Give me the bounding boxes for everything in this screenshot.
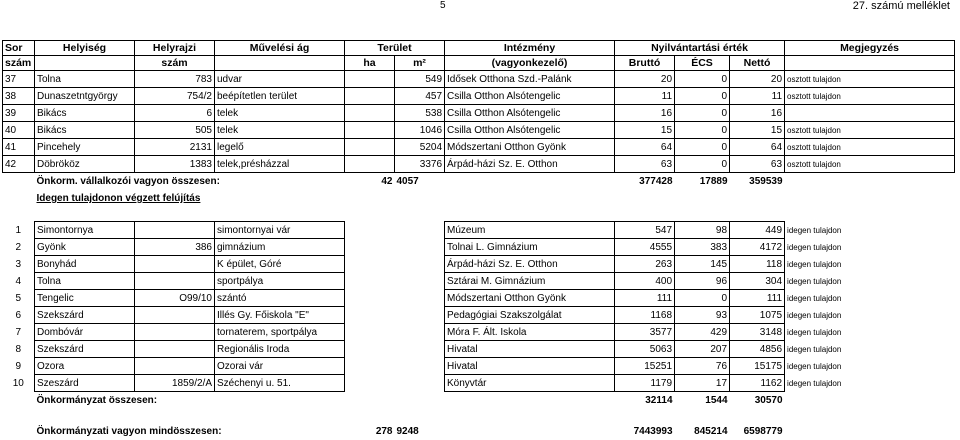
row-parcel-number	[135, 256, 215, 273]
summary-a-m2: 4057	[395, 173, 445, 191]
row-location: Tengelic	[35, 290, 135, 307]
row-number: 8	[3, 341, 35, 358]
row-institution: Tolnai L. Gimnázium	[445, 239, 615, 256]
row-note: idegen tulajdon	[785, 256, 955, 273]
row-net: 111	[730, 290, 785, 307]
row-depreciation: 429	[675, 324, 730, 341]
table-row	[3, 256, 955, 273]
col-m2: m²	[395, 56, 445, 71]
summary-a-ha: 42	[345, 173, 395, 191]
row-area-m2: 538	[395, 105, 445, 122]
row-number: 38	[3, 88, 35, 105]
col-muvelesi: Művelési ág	[215, 41, 345, 56]
col-sor: Sor	[3, 41, 35, 56]
row-institution: Idősek Otthona Szd.-Palánk	[445, 71, 615, 88]
row-net: 3148	[730, 324, 785, 341]
row-gross: 1168	[615, 307, 675, 324]
section-a-rows	[3, 71, 955, 173]
row-cultivation: Ozorai vár	[215, 358, 345, 375]
row-institution: Hivatal	[445, 358, 615, 375]
row-net: 449	[730, 222, 785, 239]
row-number: 9	[3, 358, 35, 375]
row-cultivation: szántó	[215, 290, 345, 307]
row-gross: 15251	[615, 358, 675, 375]
row-number: 5	[3, 290, 35, 307]
row-area-ha	[345, 341, 395, 358]
row-note: osztott tulajdon	[785, 71, 955, 88]
row-parcel-number	[135, 324, 215, 341]
row-gross: 111	[615, 290, 675, 307]
row-cultivation: K épület, Góré	[215, 256, 345, 273]
row-net: 4856	[730, 341, 785, 358]
row-note: idegen tulajdon	[785, 290, 955, 307]
row-location: Szeszárd	[35, 375, 135, 392]
col-helyiseg: Helyiség	[35, 41, 135, 56]
summary-b-netto: 30570	[730, 392, 785, 410]
row-depreciation: 0	[675, 139, 730, 156]
table-header	[3, 41, 955, 71]
row-area-ha	[345, 324, 395, 341]
row-gross: 5063	[615, 341, 675, 358]
row-location: Tolna	[35, 71, 135, 88]
row-depreciation: 93	[675, 307, 730, 324]
col-szam: szám	[3, 56, 35, 71]
summary-b-brutto: 32114	[615, 392, 675, 410]
row-area-ha	[345, 290, 395, 307]
row-number: 2	[3, 239, 35, 256]
row-note: idegen tulajdon	[785, 375, 955, 392]
row-number: 1	[3, 222, 35, 239]
row-cultivation: sportpálya	[215, 273, 345, 290]
row-location: Szekszárd	[35, 341, 135, 358]
row-note: idegen tulajdon	[785, 273, 955, 290]
row-net: 63	[730, 156, 785, 173]
row-area-m2	[395, 239, 445, 256]
row-location: Ozora	[35, 358, 135, 375]
table-row	[3, 375, 955, 392]
row-area-m2: 1046	[395, 122, 445, 139]
row-parcel-number: 754/2	[135, 88, 215, 105]
row-parcel-number: 783	[135, 71, 215, 88]
table-row	[3, 273, 955, 290]
row-depreciation: 383	[675, 239, 730, 256]
row-number: 6	[3, 307, 35, 324]
row-parcel-number: 1859/2/A	[135, 375, 215, 392]
row-net: 1075	[730, 307, 785, 324]
row-parcel-number: 386	[135, 239, 215, 256]
row-depreciation: 0	[675, 156, 730, 173]
summary-total-label: Önkormányzati vagyon mindösszesen:	[35, 423, 345, 440]
row-institution: Árpád-házi Sz. E. Otthon	[445, 256, 615, 273]
row-area-ha	[345, 256, 395, 273]
row-depreciation: 0	[675, 122, 730, 139]
row-institution: Könyvtár	[445, 375, 615, 392]
row-parcel-number: 6	[135, 105, 215, 122]
row-location: Döbrököz	[35, 156, 135, 173]
col-helyrajzi: Helyrajzi	[135, 41, 215, 56]
row-gross: 547	[615, 222, 675, 239]
row-number: 42	[3, 156, 35, 173]
row-parcel-number: 505	[135, 122, 215, 139]
row-parcel-number	[135, 307, 215, 324]
table-row	[3, 105, 955, 122]
row-area-ha	[345, 156, 395, 173]
row-gross: 63	[615, 156, 675, 173]
row-cultivation: gimnázium	[215, 239, 345, 256]
row-depreciation: 0	[675, 290, 730, 307]
row-number: 40	[3, 122, 35, 139]
row-gross: 3577	[615, 324, 675, 341]
row-cultivation: beépítetlen terület	[215, 88, 345, 105]
row-area-ha	[345, 88, 395, 105]
row-depreciation: 0	[675, 71, 730, 88]
summary-total-netto: 6598779	[730, 423, 785, 440]
row-number: 7	[3, 324, 35, 341]
row-net: 11	[730, 88, 785, 105]
row-note: idegen tulajdon	[785, 307, 955, 324]
row-net: 15175	[730, 358, 785, 375]
row-cultivation: udvar	[215, 71, 345, 88]
row-location: Dunaszetntgyörgy	[35, 88, 135, 105]
row-area-m2	[395, 358, 445, 375]
row-area-m2	[395, 324, 445, 341]
table-row	[3, 156, 955, 173]
row-gross: 1179	[615, 375, 675, 392]
summary-total-brutto: 7443993	[615, 423, 675, 440]
row-institution: Csilla Otthon Alsótengelic	[445, 88, 615, 105]
row-area-ha	[345, 358, 395, 375]
summary-b-ecs: 1544	[675, 392, 730, 410]
row-net: 64	[730, 139, 785, 156]
row-cultivation: Regionális Iroda	[215, 341, 345, 358]
row-depreciation: 98	[675, 222, 730, 239]
row-gross: 11	[615, 88, 675, 105]
row-location: Simontornya	[35, 222, 135, 239]
row-location: Bikács	[35, 105, 135, 122]
row-parcel-number: O99/10	[135, 290, 215, 307]
col-brutto: Bruttó	[615, 56, 675, 71]
row-institution: Csilla Otthon Alsótengelic	[445, 122, 615, 139]
row-note: osztott tulajdon	[785, 156, 955, 173]
table-row	[3, 139, 955, 156]
col-hrsz-szam: szám	[135, 56, 215, 71]
summary-a-ecs: 17889	[675, 173, 730, 191]
row-note: idegen tulajdon	[785, 358, 955, 375]
col-terulet: Terület	[345, 41, 445, 56]
col-megjegyzes: Megjegyzés	[785, 41, 955, 56]
row-parcel-number	[135, 341, 215, 358]
row-location: Pincehely	[35, 139, 135, 156]
annex-title: 27. számú melléklet	[853, 0, 950, 12]
row-gross: 4555	[615, 239, 675, 256]
row-depreciation: 0	[675, 105, 730, 122]
row-institution: Sztárai M. Gimnázium	[445, 273, 615, 290]
col-netto: Nettó	[730, 56, 785, 71]
row-area-m2	[395, 256, 445, 273]
row-number: 41	[3, 139, 35, 156]
col-ha: ha	[345, 56, 395, 71]
row-number: 10	[3, 375, 35, 392]
summary-total-ha: 278	[345, 423, 395, 440]
row-cultivation: telek,présházzal	[215, 156, 345, 173]
row-net: 118	[730, 256, 785, 273]
row-depreciation: 0	[675, 88, 730, 105]
section-a-summary	[3, 173, 955, 222]
table-row	[3, 290, 955, 307]
row-parcel-number: 2131	[135, 139, 215, 156]
asset-table	[2, 40, 955, 440]
row-area-m2: 5204	[395, 139, 445, 156]
row-gross: 15	[615, 122, 675, 139]
row-cultivation: tornaterem, sportpálya	[215, 324, 345, 341]
row-net: 304	[730, 273, 785, 290]
row-area-m2	[395, 307, 445, 324]
row-cultivation: Széchenyi u. 51.	[215, 375, 345, 392]
row-cultivation: simontornyai vár	[215, 222, 345, 239]
row-number: 3	[3, 256, 35, 273]
table-row	[3, 307, 955, 324]
row-note: idegen tulajdon	[785, 222, 955, 239]
row-note: osztott tulajdon	[785, 88, 955, 105]
summary-total-ecs: 845214	[675, 423, 730, 440]
table-row	[3, 88, 955, 105]
row-note: osztott tulajdon	[785, 139, 955, 156]
row-cultivation: Illés Gy. Főiskola "E"	[215, 307, 345, 324]
row-cultivation: telek	[215, 105, 345, 122]
row-gross: 64	[615, 139, 675, 156]
row-location: Dombóvár	[35, 324, 135, 341]
section-b-summary	[3, 392, 955, 440]
table-row	[3, 341, 955, 358]
row-institution: Pedagógiai Szakszolgálat	[445, 307, 615, 324]
row-number: 37	[3, 71, 35, 88]
row-note: idegen tulajdon	[785, 341, 955, 358]
row-cultivation: legelő	[215, 139, 345, 156]
row-gross: 20	[615, 71, 675, 88]
col-vagyonkezelo: (vagyonkezelő)	[445, 56, 615, 71]
row-depreciation: 76	[675, 358, 730, 375]
row-area-ha	[345, 105, 395, 122]
row-parcel-number	[135, 222, 215, 239]
row-number: 4	[3, 273, 35, 290]
summary-a-brutto: 377428	[615, 173, 675, 191]
row-note: idegen tulajdon	[785, 324, 955, 341]
row-area-ha	[345, 273, 395, 290]
row-cultivation: telek	[215, 122, 345, 139]
row-institution: Módszertani Otthon Gyönk	[445, 290, 615, 307]
row-location: Tolna	[35, 273, 135, 290]
row-depreciation: 96	[675, 273, 730, 290]
summary-a-label: Önkorm. vállalkozói vagyon összesen:	[35, 173, 345, 191]
row-net: 15	[730, 122, 785, 139]
row-area-ha	[345, 239, 395, 256]
row-depreciation: 17	[675, 375, 730, 392]
row-institution: Módszertani Otthon Gyönk	[445, 139, 615, 156]
row-depreciation: 145	[675, 256, 730, 273]
row-area-m2: 549	[395, 71, 445, 88]
row-institution: Múzeum	[445, 222, 615, 239]
row-parcel-number: 1383	[135, 156, 215, 173]
table-row	[3, 71, 955, 88]
col-intezmeny: Intézmény	[445, 41, 615, 56]
table-row	[3, 358, 955, 375]
row-institution: Csilla Otthon Alsótengelic	[445, 105, 615, 122]
row-area-m2	[395, 273, 445, 290]
col-nyilvantartasi: Nyilvántartási érték	[615, 41, 785, 56]
row-gross: 263	[615, 256, 675, 273]
row-area-m2: 457	[395, 88, 445, 105]
row-location: Bikács	[35, 122, 135, 139]
row-location: Szekszárd	[35, 307, 135, 324]
row-area-ha	[345, 71, 395, 88]
section-b-title: Idegen tulajdonon végzett felújítás	[35, 190, 345, 207]
summary-total-m2: 9248	[395, 423, 445, 440]
row-institution: Hivatal	[445, 341, 615, 358]
row-location: Gyönk	[35, 239, 135, 256]
row-area-ha	[345, 222, 395, 239]
row-area-ha	[345, 375, 395, 392]
row-area-m2	[395, 341, 445, 358]
table-row	[3, 222, 955, 239]
row-parcel-number	[135, 273, 215, 290]
row-net: 4172	[730, 239, 785, 256]
row-gross: 400	[615, 273, 675, 290]
row-note	[785, 105, 955, 122]
row-parcel-number	[135, 358, 215, 375]
page-number: 5	[440, 0, 446, 11]
row-number: 39	[3, 105, 35, 122]
row-area-ha	[345, 122, 395, 139]
row-location: Bonyhád	[35, 256, 135, 273]
row-note: osztott tulajdon	[785, 122, 955, 139]
row-gross: 16	[615, 105, 675, 122]
row-net: 16	[730, 105, 785, 122]
table-row	[3, 122, 955, 139]
row-depreciation: 207	[675, 341, 730, 358]
row-institution: Árpád-házi Sz. E. Otthon	[445, 156, 615, 173]
row-area-ha	[345, 307, 395, 324]
table-row	[3, 239, 955, 256]
row-net: 1162	[730, 375, 785, 392]
row-area-ha	[345, 139, 395, 156]
section-b-rows	[3, 222, 955, 392]
summary-a-netto: 359539	[730, 173, 785, 191]
col-ecs: ÉCS	[675, 56, 730, 71]
row-area-m2	[395, 290, 445, 307]
summary-b-label: Önkormányzat összesen:	[35, 392, 345, 410]
row-note: idegen tulajdon	[785, 239, 955, 256]
row-area-m2	[395, 222, 445, 239]
row-net: 20	[730, 71, 785, 88]
row-institution: Móra F. Ált. Iskola	[445, 324, 615, 341]
table-row	[3, 324, 955, 341]
row-area-m2: 3376	[395, 156, 445, 173]
row-area-m2	[395, 375, 445, 392]
